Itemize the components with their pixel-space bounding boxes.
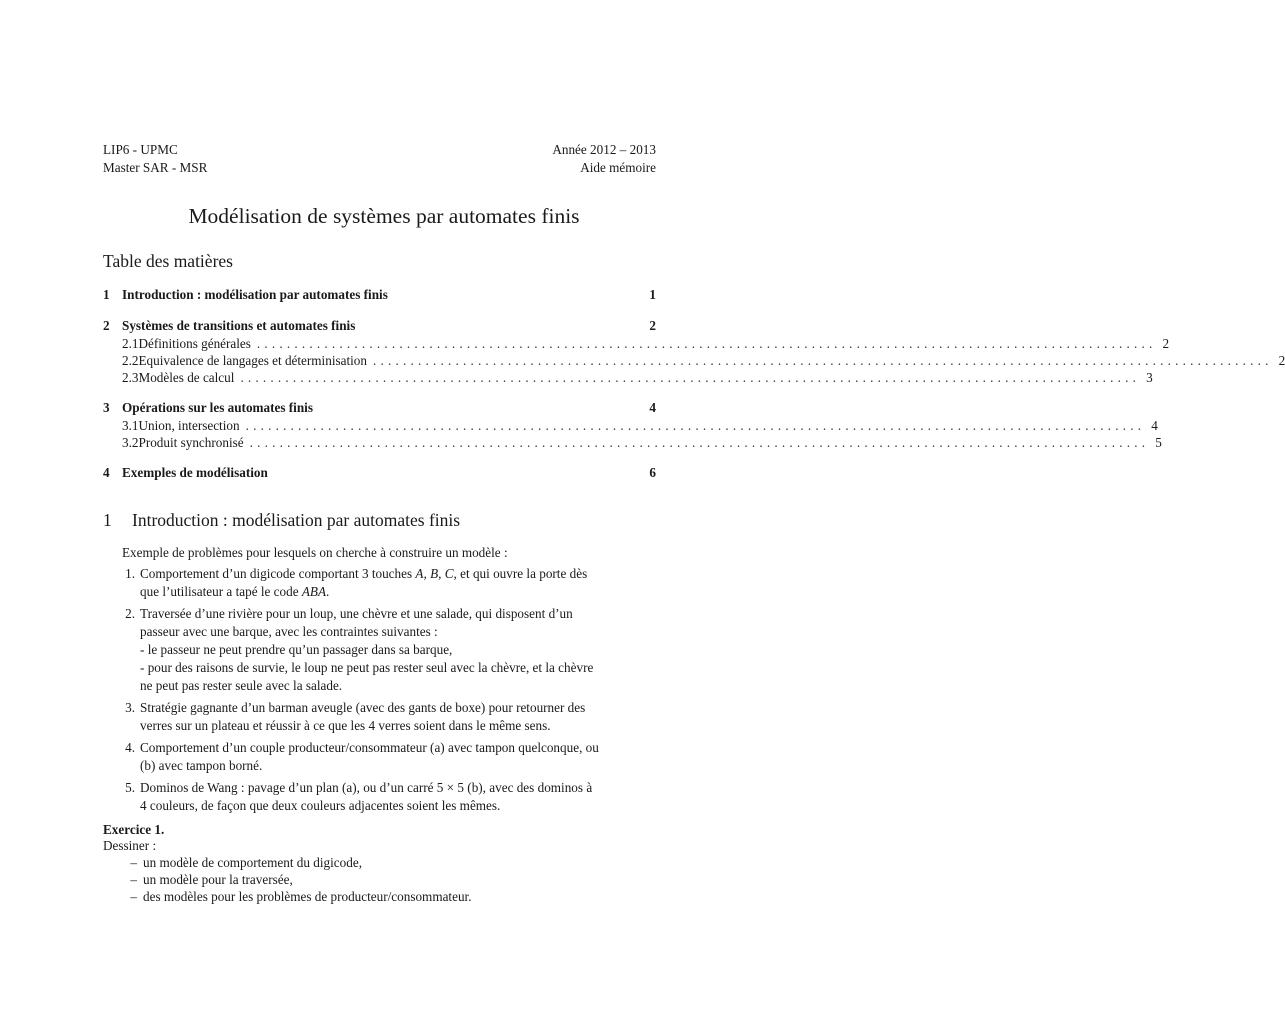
header-institution: LIP6 - UPMC xyxy=(103,142,178,157)
exercise-item: des modèles pour les problèmes de producteur/consommateur. xyxy=(143,889,472,904)
item-line: Dominos de Wang : pavage d’un plan (a), ou d’un carré 5 × 5 (b), avec des dominos à xyxy=(140,780,593,795)
toc-subsection-title: Produit synchronisé xyxy=(138,435,244,450)
toc-section[interactable] xyxy=(103,464,656,482)
list-item xyxy=(103,888,472,905)
toc-section-number: 4 xyxy=(103,465,110,480)
toc-subsection-title: Union, intersection xyxy=(138,418,240,433)
header-year: Année 2012 – 2013 xyxy=(552,142,656,157)
section-intro: Exemple de problèmes pour lesquels on cherche à construire un modèle : xyxy=(122,545,508,560)
toc-section-title: Exemples de modélisation xyxy=(122,465,268,480)
list-item xyxy=(103,871,472,888)
toc-subsection-page: 3 xyxy=(1146,370,1153,385)
toc-subsection-title: Définitions générales xyxy=(138,336,251,351)
toc-section-page: 1 xyxy=(649,287,656,302)
section-title: Introduction : modélisation par automates finis xyxy=(132,510,461,530)
list-dash: – xyxy=(130,872,137,887)
list-item xyxy=(103,565,656,601)
toc-subsection-title: Modèles de calcul xyxy=(138,370,235,385)
toc-subsection[interactable] xyxy=(103,335,1170,352)
item-line: ne peut pas rester seule avec la salade. xyxy=(140,678,343,693)
toc-subsection-page: 4 xyxy=(1151,418,1158,433)
toc-subsection-number: 3.2 xyxy=(122,435,139,450)
list-item xyxy=(103,605,656,695)
toc-subsection[interactable] xyxy=(103,352,1285,369)
exercise-list xyxy=(103,854,472,905)
item-line: (b) avec tampon borné. xyxy=(140,758,263,773)
toc-section[interactable] xyxy=(103,399,1162,451)
toc-subsection-number: 2.3 xyxy=(122,370,139,385)
toc-section-page: 6 xyxy=(649,465,656,480)
item-line: passeur avec une barque, avec les contraintes suivantes : xyxy=(140,624,438,639)
toc-subsection-page: 5 xyxy=(1155,435,1162,450)
list-marker: 2. xyxy=(125,606,135,621)
toc-heading: Table des matières xyxy=(103,251,233,271)
header-right xyxy=(552,141,656,177)
header-doc-type: Aide mémoire xyxy=(580,160,656,175)
list-marker: 3. xyxy=(125,700,135,715)
toc-section-title: Systèmes de transitions et automates finis xyxy=(122,318,356,333)
list-marker: 1. xyxy=(125,566,135,581)
item-line: 4 couleurs, de façon que deux couleurs adjacentes soient les mêmes. xyxy=(140,798,501,813)
toc-subsection[interactable] xyxy=(103,434,1162,451)
toc-subsection-number: 2.2 xyxy=(122,353,139,368)
toc-section-title: Introduction : modélisation par automates finis xyxy=(122,287,388,302)
list-item xyxy=(103,699,656,735)
toc-leader-dots: ........................................................................................................................ xyxy=(256,336,1157,351)
item-text: Comportement d’un digicode comportant 3 touches xyxy=(140,566,416,581)
toc-section-page: 2 xyxy=(649,318,656,333)
toc-leader-dots: ........................................................................................................................ xyxy=(372,353,1273,368)
list-item xyxy=(103,739,656,775)
list-item xyxy=(103,779,656,815)
item-line: - pour des raisons de survie, le loup ne peut pas rester seul avec la chèvre, et la chèvre xyxy=(140,660,594,675)
toc-section[interactable] xyxy=(103,286,656,304)
toc-subsection-title: Equivalence de langages et déterminisation xyxy=(138,353,367,368)
list-marker: 4. xyxy=(125,740,135,755)
item-line: Comportement d’un couple producteur/consommateur (a) avec tampon quelconque, ou xyxy=(140,740,599,755)
toc-leader-dots: ........................................................................................................................ xyxy=(245,418,1146,433)
toc-subsection-page: 2 xyxy=(1162,336,1170,351)
table-of-contents xyxy=(103,286,1285,495)
toc-subsection-page: 2 xyxy=(1278,353,1285,368)
list-item xyxy=(103,854,472,871)
math-code: ABA xyxy=(301,584,327,599)
toc-section-page: 4 xyxy=(649,400,656,415)
toc-leader-dots: ........................................................................................................................ xyxy=(249,435,1150,450)
item-text: . xyxy=(326,584,330,599)
toc-subsection[interactable] xyxy=(103,417,1158,434)
problem-list xyxy=(103,565,656,819)
item-line: - le passeur ne peut prendre qu’un passager dans sa barque, xyxy=(140,642,453,657)
header-program: Master SAR - MSR xyxy=(103,160,208,175)
exercise-item: un modèle pour la traversée, xyxy=(143,872,293,887)
toc-subsection-number: 2.1 xyxy=(122,336,139,351)
list-dash: – xyxy=(130,855,137,870)
item-text: , et qui ouvre la porte dès xyxy=(453,566,588,581)
item-line: Traversée d’une rivière pour un loup, une chèvre et une salade, qui disposent d’un xyxy=(140,606,573,621)
item-line: Stratégie gagnante d’un barman aveugle (avec des gants de boxe) pour retourner des xyxy=(140,700,586,715)
section-heading xyxy=(103,507,460,533)
exercise-item: un modèle de comportement du digicode, xyxy=(143,855,362,870)
section-number: 1 xyxy=(103,510,112,530)
toc-section-number: 1 xyxy=(103,287,110,302)
header-left xyxy=(103,141,207,177)
toc-subsection[interactable] xyxy=(103,369,1153,386)
item-line: verres sur un plateau et réussir à ce que les 4 verres soient dans le même sens. xyxy=(140,718,551,733)
toc-subsection-number: 3.1 xyxy=(122,418,139,433)
item-text: que l’utilisateur a tapé le code xyxy=(140,584,302,599)
toc-section-number: 3 xyxy=(103,400,110,415)
toc-leader-dots: ........................................................................................................................ xyxy=(240,370,1141,385)
exercise-title: Exercice 1. xyxy=(103,822,165,837)
math-keys: A, B, C xyxy=(415,566,454,581)
document-title: Modélisation de systèmes par automates finis xyxy=(188,204,580,228)
toc-section[interactable] xyxy=(103,317,1285,386)
list-marker: 5. xyxy=(125,780,135,795)
toc-section-number: 2 xyxy=(103,318,110,333)
list-dash: – xyxy=(130,889,137,904)
toc-section-title: Opérations sur les automates finis xyxy=(122,400,313,415)
exercise-intro: Dessiner : xyxy=(103,838,157,853)
